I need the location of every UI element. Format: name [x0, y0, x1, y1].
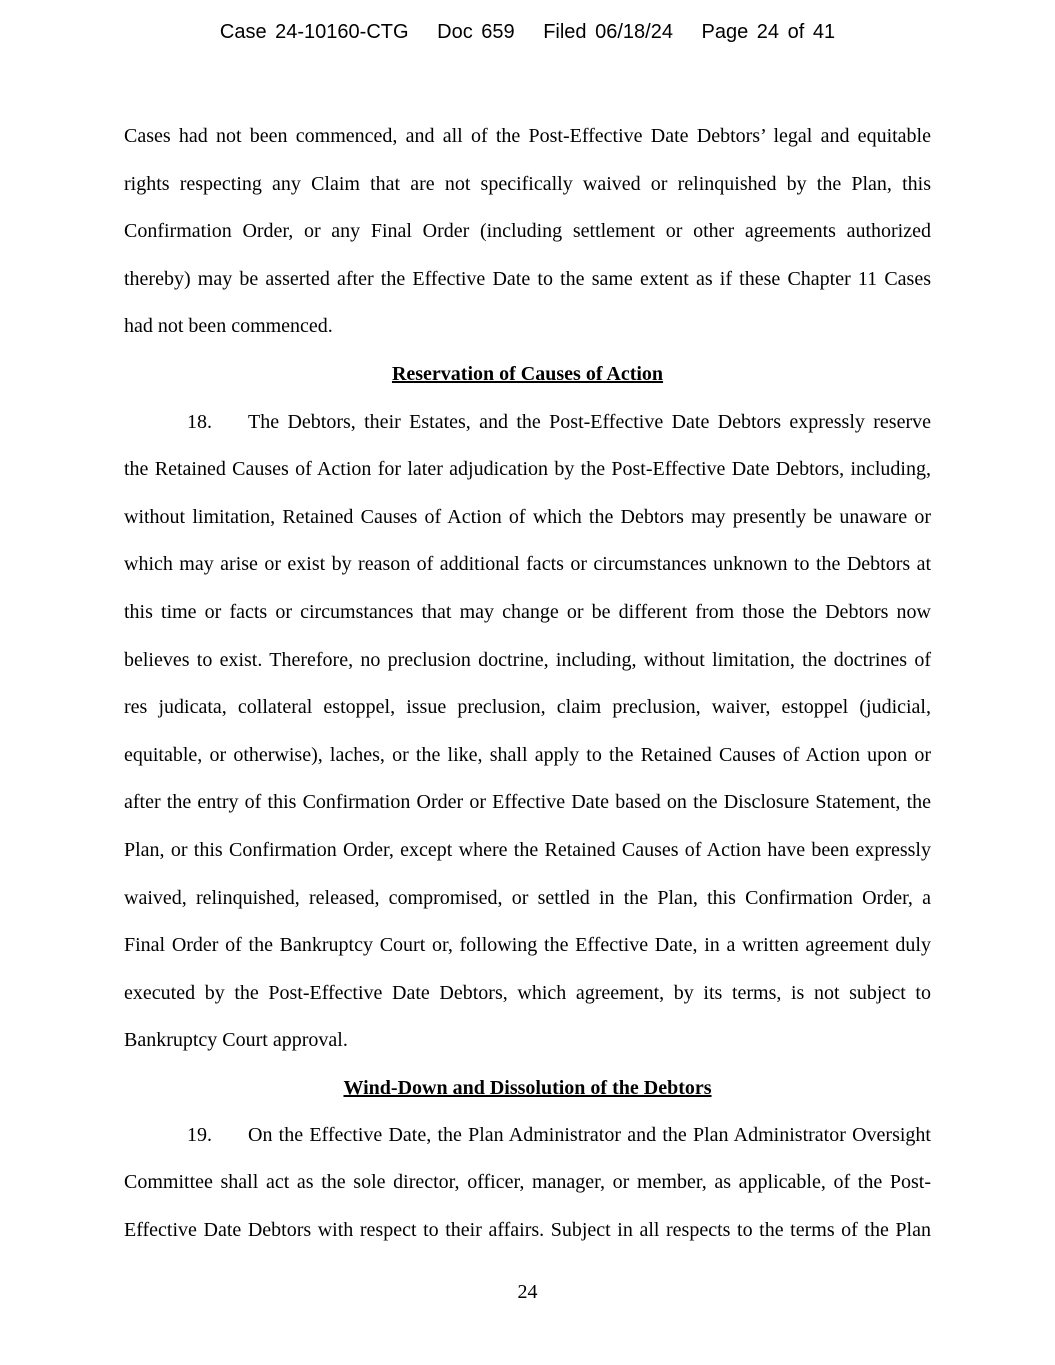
paragraph-line: which may arise or exist by reason of additional facts or circumstances unknown to the Debtors at: [124, 553, 931, 576]
paragraph-text: The Debtors, their Estates, and the Post-Effective Date Debtors expressly reserve: [248, 410, 931, 433]
paragraph-line: Effective Date Debtors with respect to their affairs. Subject in all respects to the terms of the Plan: [124, 1218, 931, 1241]
section-heading-wind-down: Wind-Down and Dissolution of the Debtors: [343, 1077, 712, 1099]
paragraph-number: 18.: [187, 410, 212, 433]
paragraph-line: without limitation, Retained Causes of Action of which the Debtors may presently be unaware or: [124, 505, 931, 528]
intro-line: had not been commenced.: [124, 315, 333, 338]
paragraph-line: equitable, or otherwise), laches, or the like, shall apply to the Retained Causes of Action upon or: [124, 743, 931, 766]
intro-line: rights respecting any Claim that are not specifically waived or relinquished by the Plan, this: [124, 172, 931, 195]
paragraph-number: 19.: [187, 1123, 212, 1146]
intro-line: Confirmation Order, or any Final Order (including settlement or other agreements authorized: [124, 220, 931, 243]
case-header: [0, 19, 1055, 45]
paragraph-line: after the entry of this Confirmation Order or Effective Date based on the Disclosure Statement, the: [124, 791, 931, 814]
paragraph-line: Committee shall act as the sole director, officer, manager, or member, as applicable, of the Post-: [124, 1171, 931, 1194]
doc-number: Doc 659: [437, 21, 515, 43]
intro-line: Cases had not been commenced, and all of the Post-Effective Date Debtors’ legal and equitable: [124, 125, 931, 147]
document-body-continued: [124, 1065, 931, 1254]
document-body: [124, 113, 931, 1065]
paragraph-line: this time or facts or circumstances that may change or be different from those the Debtors now: [124, 600, 931, 623]
paragraph-line: believes to exist. Therefore, no preclusion doctrine, including, without limitation, the doctrines of: [124, 648, 931, 671]
paragraph-line: the Retained Causes of Action for later adjudication by the Post-Effective Date Debtors, including,: [124, 458, 931, 481]
paragraph-line: Bankruptcy Court approval.: [124, 1029, 348, 1052]
intro-line: thereby) may be asserted after the Effective Date to the same extent as if these Chapter 11 Cases: [124, 267, 931, 290]
paragraph-line: res judicata, collateral estoppel, issue preclusion, claim preclusion, waiver, estoppel (judicial,: [124, 696, 931, 719]
paragraph-18-first-line: [124, 399, 931, 447]
case-number: Case 24-10160-CTG: [219, 21, 409, 43]
paragraph-text: On the Effective Date, the Plan Administrator and the Plan Administrator Oversight: [248, 1123, 931, 1146]
paragraph-line: executed by the Post-Effective Date Debtors, which agreement, by its terms, is not subject to: [124, 981, 931, 1004]
paragraph-line: Plan, or this Confirmation Order, except where the Retained Causes of Action have been expressly: [124, 838, 931, 861]
filed-date: Filed 06/18/24: [543, 21, 673, 43]
paragraph-line: Final Order of the Bankruptcy Court or, following the Effective Date, in a written agreement duly: [124, 934, 931, 957]
section-heading-reservation: Reservation of Causes of Action: [391, 362, 664, 385]
paragraph-19-first-line: [124, 1112, 931, 1160]
paragraph-line: waived, relinquished, released, compromised, or settled in the Plan, this Confirmation Order, a: [124, 886, 931, 909]
page-number: 24: [517, 1281, 538, 1303]
page-count: Page 24 of 41: [701, 21, 836, 43]
